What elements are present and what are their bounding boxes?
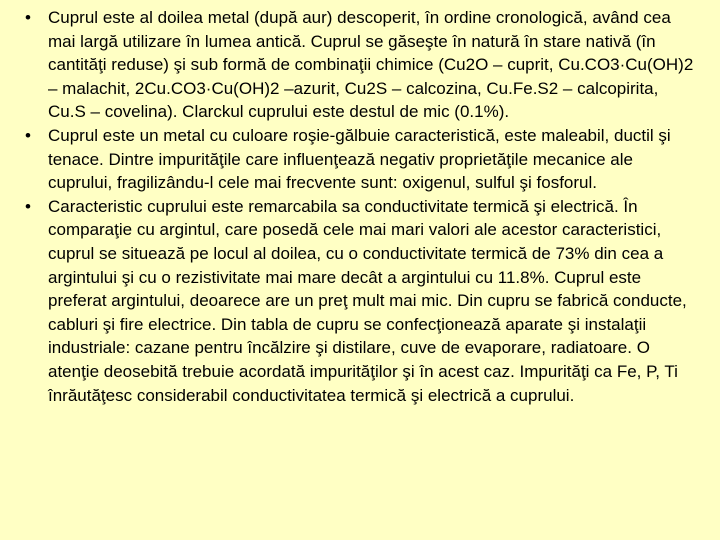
bullet-item-2 [25, 124, 700, 195]
bullet-item-1 [25, 6, 700, 124]
bullet-icon: • [25, 196, 31, 216]
bullet-icon: • [25, 8, 31, 27]
paragraph-1-text: este al doilea metal (după aur) descoperit, în ordine cronologică, având cea mai largă utilizare în lumea antică. Cuprul se găseşte în natură în stare nativă (în cantităţi reduse) şi sub formă de combinaţii chimice (Cu2O – cuprit, Cu.CO3·Cu(OH)2 – malachit, 2Cu.CO3·Cu(OH)2 –azurit, Cu2S – calcozina, Cu.Fe.S2 – calcopirita, Cu.S – covelina). Clarckul cuprului este destul de mic (0.1%). [48, 8, 694, 122]
bullet-list [25, 6, 700, 407]
paragraph-1-lead: Cuprul [48, 8, 99, 27]
paragraph-2-text: Cuprul este un metal cu culoare roşie-gălbuie caracteristică, este maleabil, ductil şi tenace. Dintre impurităţile care influenţează negativ proprietăţile mecanice ale cuprului, fragilizându-l cele mai frecvente sunt: oxigenul, sulful şi fosforul. [48, 125, 671, 193]
paragraph-3-text: Caracteristic cuprului este remarcabila sa conductivitate termică şi electrică. În comparaţie cu argintul, care posedă cele mai mari valori ale acestor caracteristici, cuprul se situează pe locul al doilea, cu o conductivitate termică de 73% din cea a argintului şi cu o rezistivitate mai mare decât a argintului cu 11.8%. Cuprul este preferat argintului, deoarece are un preţ mult mai mic. Din cupru se fabrică conducte, cabluri şi fire electrice. Din tabla de cupru se confecţionează aparate şi instalaţii industriale: cazane pentru încălzire şi distilare, cuve de evaporare, radiatoare. O atenţie deosebită trebuie acordată impurităţilor şi în acest caz. Impurităţi ca Fe, P, Ti înrăutăţesc considerabil conductivitatea termică şi electrică a cuprului. [48, 196, 687, 405]
bullet-item-3 [25, 195, 700, 407]
bullet-icon: • [25, 125, 31, 145]
